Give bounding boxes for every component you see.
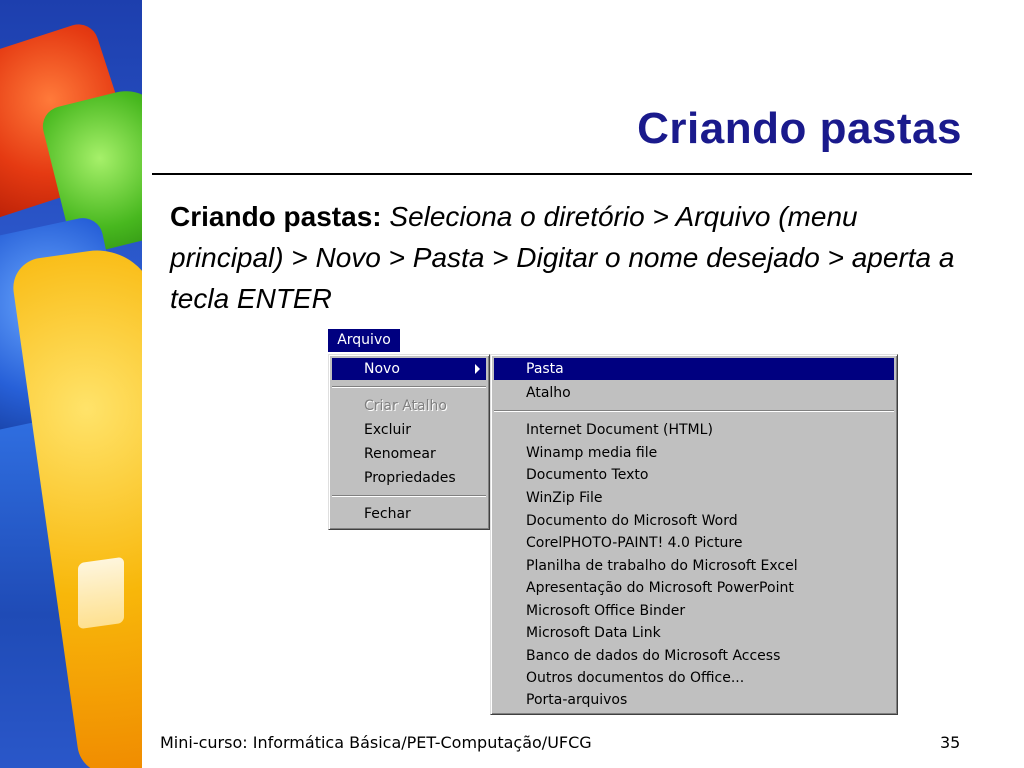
- menu-item-criar-atalho: [332, 395, 486, 417]
- page-number: 35: [940, 733, 961, 752]
- submenu-item-label: Outros documentos do Office...: [526, 670, 745, 686]
- submenu-item-excel[interactable]: [494, 555, 894, 577]
- submenu-item-corel[interactable]: [494, 532, 894, 554]
- submenu-item-office-other[interactable]: [494, 667, 894, 689]
- submenu-item-data-link[interactable]: [494, 622, 894, 644]
- submenu-item-powerpoint[interactable]: [494, 577, 894, 599]
- submenu-item-winamp[interactable]: [494, 442, 894, 464]
- submenu-item-binder[interactable]: [494, 600, 894, 622]
- submenu-item-label: Apresentação do Microsoft PowerPoint: [526, 580, 794, 596]
- menu-separator: [494, 410, 894, 412]
- submenu-item-texto[interactable]: [494, 464, 894, 486]
- submenu-item-label: Documento Texto: [526, 467, 649, 483]
- menu-separator: [332, 495, 486, 497]
- slide-body: [170, 196, 970, 319]
- menu-item-label: Criar Atalho: [364, 398, 447, 414]
- submenu-arrow-icon: [475, 364, 480, 374]
- body-lead: Criando pastas:: [170, 201, 382, 232]
- title-divider: [152, 173, 972, 175]
- menu-separator: [332, 386, 486, 388]
- submenu-item-porta-arquivos[interactable]: [494, 689, 894, 711]
- submenu-item-word[interactable]: [494, 510, 894, 532]
- menu-item-propriedades[interactable]: [332, 467, 486, 489]
- submenu-item-access[interactable]: [494, 645, 894, 667]
- menu-item-label: Fechar: [364, 506, 411, 522]
- submenu-item-label: Internet Document (HTML): [526, 422, 713, 438]
- menubar-arquivo[interactable]: Arquivo: [328, 329, 400, 352]
- submenu-item-label: Winamp media file: [526, 445, 658, 461]
- yellow-flag-shape: [9, 243, 142, 768]
- submenu-item-label: Atalho: [526, 385, 571, 401]
- submenu-item-label: WinZip File: [526, 490, 603, 506]
- submenu-item-label: Planilha de trabalho do Microsoft Excel: [526, 558, 798, 574]
- submenu-item-label: Pasta: [526, 361, 564, 377]
- submenu-item-label: CorelPHOTO-PAINT! 4.0 Picture: [526, 535, 743, 551]
- submenu-item-label: Microsoft Data Link: [526, 625, 661, 641]
- slide-footer: Mini-curso: Informática Básica/PET-Computação/UFCG: [160, 733, 592, 752]
- body-instructions: Seleciona o diretório > Arquivo (menu principal) > Novo > Pasta > Digitar o nome desejado > aperta a tecla ENTER: [170, 201, 955, 314]
- submenu-item-winzip[interactable]: [494, 487, 894, 509]
- submenu-item-label: Porta-arquivos: [526, 692, 628, 708]
- submenu-item-atalho[interactable]: [494, 382, 894, 404]
- menu-item-label: Propriedades: [364, 470, 456, 486]
- novo-submenu: [490, 354, 898, 715]
- logo-icon: [78, 557, 124, 629]
- submenu-item-pasta[interactable]: [494, 358, 894, 380]
- slide-title: Criando pastas: [637, 104, 962, 153]
- menu-item-label: Excluir: [364, 422, 411, 438]
- menu-item-fechar[interactable]: [332, 503, 486, 525]
- decorative-side-art: [0, 0, 142, 768]
- menu-item-renomear[interactable]: [332, 443, 486, 465]
- submenu-item-label: Banco de dados do Microsoft Access: [526, 648, 781, 664]
- menu-item-label: Renomear: [364, 446, 436, 462]
- arquivo-menu: [328, 354, 490, 530]
- submenu-item-label: Microsoft Office Binder: [526, 603, 686, 619]
- submenu-item-html[interactable]: [494, 419, 894, 441]
- menu-item-label: Novo: [364, 361, 400, 377]
- menu-item-excluir[interactable]: [332, 419, 486, 441]
- menu-item-novo[interactable]: [332, 358, 486, 380]
- submenu-item-label: Documento do Microsoft Word: [526, 513, 738, 529]
